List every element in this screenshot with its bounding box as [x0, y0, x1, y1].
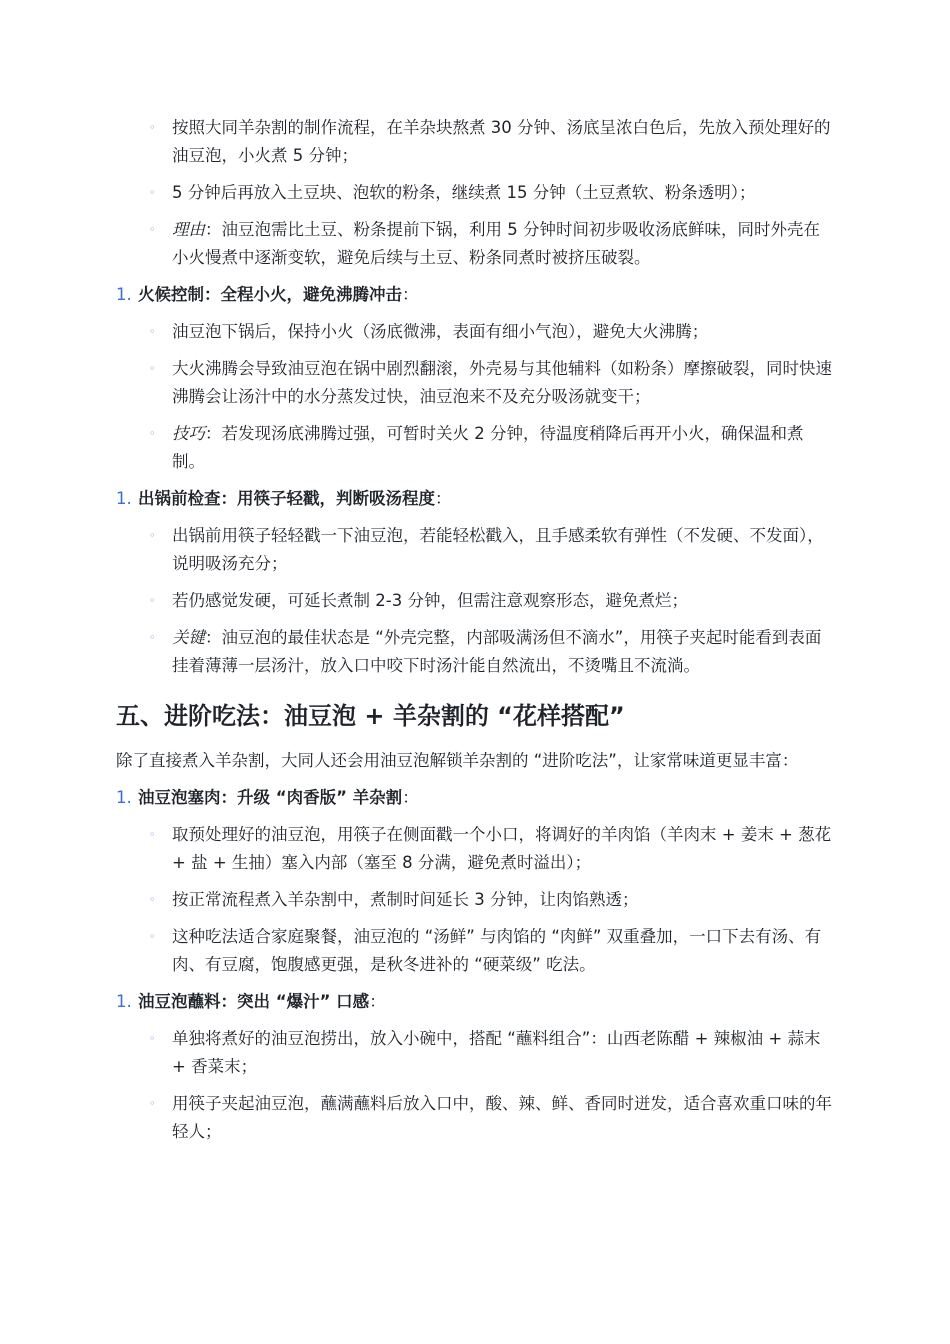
- list-item: [116, 886, 836, 914]
- list-number: 1.: [116, 788, 132, 807]
- bullet-icon: ◦: [149, 529, 156, 542]
- list-item: [116, 114, 836, 170]
- item-text: 单独将煮好的油豆泡捞出，放入小碗中，搭配 “蘸料组合”：山西老陈醋 + 辣椒油 + 蒜末 + 香菜末；: [172, 1029, 821, 1076]
- item-label: 技巧: [172, 424, 205, 443]
- item-text: ：油豆泡的最佳状态是 “外壳完整，内部吸满汤但不滴水”，用筷子夹起时能看到表面挂着薄薄一层汤汁，放入口中咬下时汤汁能自然流出，不烫嘴且不流淌。: [172, 628, 822, 675]
- list-number: 1.: [116, 489, 132, 508]
- list-item: [116, 1090, 836, 1146]
- item-text: 大火沸腾会导致油豆泡在锅中剧烈翻滚，外壳易与其他辅料（如粉条）摩擦破裂，同时快速沸腾会让汤汁中的水分蒸发过快，油豆泡来不及充分吸汤就变干；: [172, 359, 832, 406]
- item-text: 油豆泡下锅后，保持小火（汤底微沸，表面有细小气泡），避免大火沸腾；: [172, 322, 709, 341]
- list-item: [116, 318, 836, 346]
- bullet-icon: ◦: [149, 893, 156, 906]
- item-title: 油豆泡塞肉：升级 “肉香版” 羊杂割: [138, 788, 403, 807]
- list-item: [116, 923, 836, 979]
- list-item: [116, 179, 836, 207]
- section-heading: 五、进阶吃法：油豆泡 + 羊杂割的 “花样搭配”: [116, 702, 625, 730]
- list-item: [116, 821, 836, 877]
- list-number: 1.: [116, 285, 132, 304]
- list-item: [116, 624, 836, 680]
- bullet-icon: ◦: [149, 828, 156, 841]
- bullet-icon: ◦: [149, 186, 156, 199]
- item-text: ：: [435, 489, 452, 508]
- list-item: [116, 522, 836, 578]
- item-text: 按正常流程煮入羊杂割中，煮制时间延长 3 分钟，让肉馅熟透；: [172, 890, 639, 909]
- item-text: 用筷子夹起油豆泡，蘸满蘸料后放入口中，酸、辣、鲜、香同时迸发，适合喜欢重口味的年轻人；: [172, 1094, 832, 1141]
- item-text: 这种吃法适合家庭聚餐，油豆泡的 “汤鲜” 与肉馅的 “肉鲜” 双重叠加，一口下去有汤、有肉、有豆腐，饱腹感更强，是秋冬进补的 “硬菜级” 吃法。: [172, 927, 822, 974]
- bullet-icon: ◦: [149, 427, 156, 440]
- list-item: [116, 1025, 836, 1081]
- item-title: 出锅前检查：用筷子轻戳，判断吸汤程度: [138, 489, 435, 508]
- item-text: ：: [402, 285, 419, 304]
- list-item: [116, 216, 836, 272]
- numbered-item: [116, 784, 836, 812]
- paragraph: 除了直接煮入羊杂割，大同人还会用油豆泡解锁羊杂割的 “进阶吃法”，让家常味道更显丰富：: [116, 751, 799, 770]
- item-title: 火候控制：全程小火，避免沸腾冲击: [138, 285, 402, 304]
- bullet-icon: ◦: [149, 631, 156, 644]
- bullet-icon: ◦: [149, 1097, 156, 1110]
- bullet-icon: ◦: [149, 362, 156, 375]
- item-text: ：: [402, 788, 419, 807]
- item-text: 若仍感觉发硬，可延长煮制 2-3 分钟，但需注意观察形态，避免煮烂；: [172, 591, 688, 610]
- item-text: ：油豆泡需比土豆、粉条提前下锅，利用 5 分钟时间初步吸收汤底鲜味，同时外壳在小火慢煮中逐渐变软，避免后续与土豆、粉条同煮时被挤压破裂。: [172, 220, 820, 267]
- item-text: 取预处理好的油豆泡，用筷子在侧面戳一个小口，将调好的羊肉馅（羊肉末 + 姜末 + 葱花 + 盐 + 生抽）塞入内部（塞至 8 分满，避免煮时溢出）；: [172, 825, 832, 872]
- bullet-icon: ◦: [149, 594, 156, 607]
- item-text: 按照大同羊杂割的制作流程，在羊杂块熬煮 30 分钟、汤底呈浓白色后，先放入预处理好的油豆泡，小火煮 5 分钟；: [172, 118, 831, 165]
- item-label: 理由: [172, 220, 205, 239]
- list-item: [116, 420, 836, 476]
- bullet-icon: ◦: [149, 223, 156, 236]
- item-text: ：若发现汤底沸腾过强，可暂时关火 2 分钟，待温度稍降后再开小火，确保温和煮制。: [172, 424, 804, 471]
- bullet-icon: ◦: [149, 121, 156, 134]
- bullet-icon: ◦: [149, 1032, 156, 1045]
- bullet-icon: ◦: [149, 930, 156, 943]
- numbered-item: [116, 485, 836, 513]
- bullet-icon: ◦: [149, 325, 156, 338]
- numbered-item: [116, 988, 836, 1016]
- item-title: 油豆泡蘸料：突出 “爆汁” 口感: [138, 992, 370, 1011]
- numbered-item: [116, 281, 836, 309]
- list-number: 1.: [116, 992, 132, 1011]
- item-text: 5 分钟后再放入土豆块、泡软的粉条，继续煮 15 分钟（土豆煮软、粉条透明）；: [172, 183, 756, 202]
- list-item: [116, 587, 836, 615]
- item-label: 关键: [172, 628, 205, 647]
- item-text: ：: [369, 992, 386, 1011]
- item-text: 出锅前用筷子轻轻戳一下油豆泡，若能轻松戳入，且手感柔软有弹性（不发硬、不发面），说明吸汤充分；: [172, 526, 824, 573]
- list-item: [116, 355, 836, 411]
